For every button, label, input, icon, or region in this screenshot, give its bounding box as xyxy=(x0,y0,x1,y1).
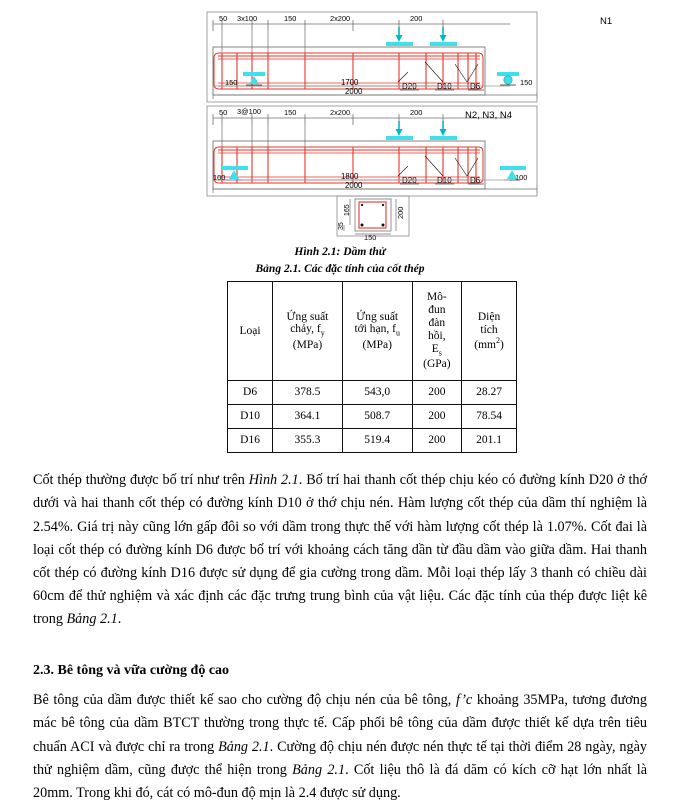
steel-properties-table xyxy=(227,281,517,453)
section-heading-2-3: 2.3. Bê tông và vữa cường độ cao xyxy=(33,663,230,678)
rebar-label-d10-2: D10 xyxy=(437,176,452,185)
dim-label: 150 xyxy=(364,233,377,240)
dim-label: 100 xyxy=(515,173,528,182)
th-area: Diện tích $(mm^2)$ xyxy=(462,282,517,381)
dim-label: 200 xyxy=(410,14,423,23)
p1-seg-e: . xyxy=(117,611,122,628)
dim-label: 50 xyxy=(219,108,228,117)
rebar-label-d6-2: D6 xyxy=(470,176,481,185)
load-arrow-right-2 xyxy=(440,121,447,136)
dim-label: 2000 xyxy=(345,181,363,190)
th-yield-stress: Ứng suất chảy, $f_y$ (MPa) xyxy=(273,282,343,381)
p2-seg-a: Bê tông của dầm được thiết kế sao cho cường độ chịu nén của bê tông, xyxy=(33,692,456,709)
table-row xyxy=(228,429,517,453)
cell-es: 200 xyxy=(412,381,462,405)
cell-loai: D10 xyxy=(228,405,273,429)
load-plate-right xyxy=(430,42,457,46)
dim-label: 150 xyxy=(520,78,533,87)
dim-label: 35 xyxy=(338,222,345,230)
dim-label: 165 xyxy=(344,204,351,216)
beam-n1-group xyxy=(207,12,612,102)
cell-fy: 378.5 xyxy=(273,381,343,405)
dim-label: 150 xyxy=(284,14,297,23)
load-plate-left xyxy=(386,42,413,46)
dim-label: 100 xyxy=(213,173,226,182)
paragraph-concrete xyxy=(33,689,647,805)
dim-label: 150 xyxy=(225,78,238,87)
table-caption: Bảng 2.1. Các đặc tính của cốt thép xyxy=(255,263,425,275)
p2-symbol-fc: f’c xyxy=(455,692,473,709)
dim-label: 3x100 xyxy=(237,14,258,23)
p2-seg-e: . Cường độ chịu nén được nén thực tế tại thời điểm 28 ngày, ngày thử nghiệm dầm, cũng được thể hiện trong xyxy=(33,738,647,778)
dim-label: 2x200 xyxy=(330,108,351,117)
beam-id-label-n234: N2, N3, N4 xyxy=(465,110,512,121)
cell-fu: 508.7 xyxy=(342,405,412,429)
beam-n234-group xyxy=(207,106,537,196)
dim-label: 3@100 xyxy=(237,107,261,116)
cell-loai: D16 xyxy=(228,429,273,453)
dim-label: 1800 xyxy=(341,172,359,181)
table-row xyxy=(228,405,517,429)
th-ultimate-stress: Ứng suất tới hạn, $f_u$ (MPa) xyxy=(342,282,412,381)
p1-ref-bang21: Bảng 2.1 xyxy=(66,611,118,628)
rebar-label-d20-2: D20 xyxy=(402,176,417,185)
rebar-label-d10: D10 xyxy=(437,82,452,91)
cell-es: 200 xyxy=(412,429,462,453)
th-loai xyxy=(228,282,273,381)
figure-beam-drawings xyxy=(0,0,680,240)
figure-caption: Hình 2.1: Dầm thử xyxy=(294,246,386,258)
th-loai-text: Loại xyxy=(239,324,261,337)
leader-d10 xyxy=(425,62,443,82)
p1-ref-hinh21: Hình 2.1 xyxy=(248,472,299,489)
rebar-label-d20: D20 xyxy=(402,82,417,91)
beam-drawing-svg xyxy=(0,0,680,240)
leader-d6-a xyxy=(455,64,467,82)
load-plate-right-2 xyxy=(430,136,457,140)
th-elastic-modulus: Mô- đun đàn hồi, $E_s$ (GPa) xyxy=(412,282,462,381)
load-arrow-left xyxy=(396,27,403,42)
cell-area: 28.27 xyxy=(462,381,517,405)
paragraph-reinforcement xyxy=(33,469,647,631)
dim-label: 200 xyxy=(410,108,423,117)
dim-label: 2x200 xyxy=(330,14,351,23)
cell-loai: D6 xyxy=(228,381,273,405)
cell-fy: 364.1 xyxy=(273,405,343,429)
table-header-row xyxy=(228,282,517,381)
load-plate-left-2 xyxy=(386,136,413,140)
dim-label: 1700 xyxy=(341,78,359,87)
p2-ref-bang21-b: Bảng 2.1 xyxy=(292,761,346,778)
dim-label: 50 xyxy=(219,14,228,23)
dim-label: 2000 xyxy=(345,87,363,96)
cell-area: 201.1 xyxy=(462,429,517,453)
load-arrow-left-2 xyxy=(396,121,403,136)
p2-seg-c: khoảng 35MPa, tương đương mác bê tông của dầm BTCT thường trong thực tế. Cấp phối bê tông của dầm được thiết kế dựa trên tiêu chuẩn ACI và được chỉ ra trong xyxy=(33,692,647,755)
cell-fy: 355.3 xyxy=(273,429,343,453)
cross-section-group xyxy=(337,196,409,240)
support-roller-right-n1 xyxy=(497,72,519,85)
p1-seg-a: Cốt thép thường được bố trí như trên xyxy=(33,472,249,489)
cell-es: 200 xyxy=(412,405,462,429)
support-pin-left-n234 xyxy=(222,166,248,180)
dim-label: 150 xyxy=(284,108,297,117)
cell-fu: 519.4 xyxy=(342,429,412,453)
p2-ref-bang21-a: Bảng 2.1 xyxy=(218,738,270,755)
load-arrow-right xyxy=(440,27,447,42)
steel-properties-table-wrapper xyxy=(227,281,517,453)
p2-seg-g: . Cốt liệu thô là đá dăm có kích cỡ hạt lớn nhất là 20mm. Trong khi đó, cát có mô-đun độ mịn là 2.4 được sử dụng. xyxy=(33,761,647,801)
rebar-label-d6: D6 xyxy=(470,82,481,91)
dim-label: 200 xyxy=(396,206,405,219)
table-row xyxy=(228,381,517,405)
beam-id-label-n1: N1 xyxy=(600,16,613,27)
p1-seg-c: . Bố trí hai thanh cốt thép chịu kéo có đường kính D20 ở thớ dưới và hai thanh cốt thép có đường kính D10 ở thớ chịu nén. Hàm lượng cốt thép của dầm thí nghiệm là 2.54%. Giá trị này cũng lớn gấp đôi so với dầm trong thực thế với hàm lượng cốt thép là 1.07%. Cốt đai là loại cốt thép có đường kính D6 được bố trí với khoảng cách tăng dần từ đầu dầm vào giữa dầm. Hai thanh cốt thép có đường kính D16 được sử dụng để gia cường trong dầm. Mỗi loại thép lấy 3 thanh có chiều dài 60cm để thử nghiệm và xác định các đặc trưng trung bình của vật liệu. Các đặc tính của thép được liệt kê trong xyxy=(33,472,648,628)
cell-area: 78.54 xyxy=(462,405,517,429)
cell-fu: 543,0 xyxy=(342,381,412,405)
